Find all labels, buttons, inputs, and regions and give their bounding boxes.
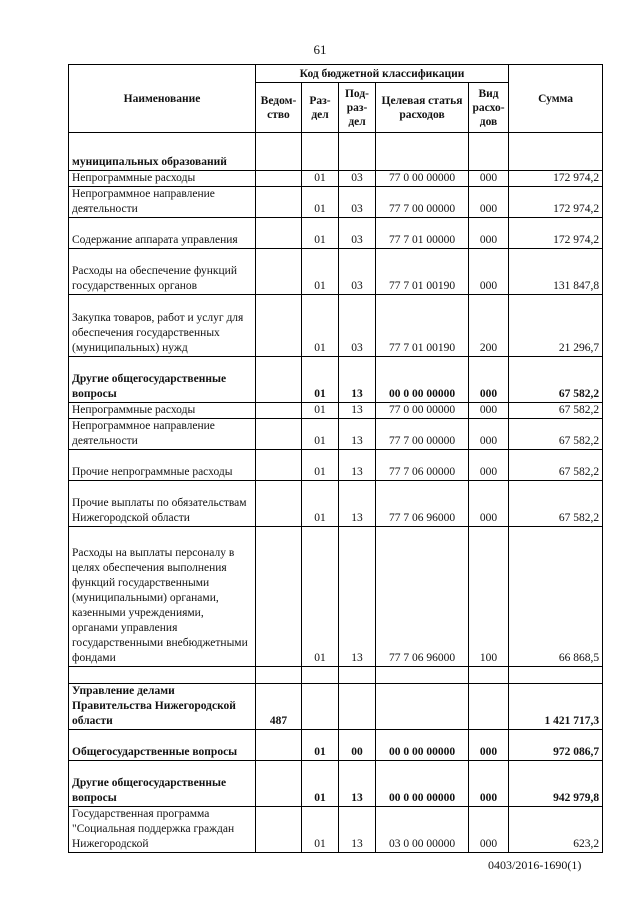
row-celevaya-statya: 00 0 00 00000 — [376, 761, 469, 807]
row-celevaya-statya — [376, 133, 469, 171]
row-vedomstvo — [256, 171, 302, 187]
row-celevaya-statya: 77 7 06 96000 — [376, 527, 469, 667]
row-vedomstvo — [256, 357, 302, 403]
row-summa: 67 582,2 — [509, 450, 603, 481]
row-name: Другие общегосударственные вопросы — [69, 357, 256, 403]
row-razdel: 01 — [302, 527, 339, 667]
row-razdel: 01 — [302, 295, 339, 357]
row-vedomstvo — [256, 807, 302, 853]
table-row — [69, 187, 603, 218]
row-vid-rashodov — [469, 667, 509, 684]
row-vedomstvo — [256, 295, 302, 357]
header-podrazdel: Под-раз-дел — [339, 83, 376, 133]
row-podrazdel — [339, 133, 376, 171]
document-code: 0403/2016-1690(1) — [488, 858, 582, 872]
row-name: Другие общегосударственные вопросы — [69, 761, 256, 807]
row-summa: 623,2 — [509, 807, 603, 853]
row-summa: 67 582,2 — [509, 419, 603, 450]
row-vedomstvo — [256, 249, 302, 295]
row-summa: 131 847,8 — [509, 249, 603, 295]
row-name: Непрограммное направление деятельности — [69, 187, 256, 218]
row-razdel: 01 — [302, 249, 339, 295]
row-vid-rashodov: 000 — [469, 730, 509, 761]
row-podrazdel: 13 — [339, 357, 376, 403]
row-celevaya-statya: 03 0 00 00000 — [376, 807, 469, 853]
row-name: Непрограммное направление деятельности — [69, 419, 256, 450]
row-vid-rashodov: 200 — [469, 295, 509, 357]
row-name: Непрограммные расходы — [69, 403, 256, 419]
table-row — [69, 357, 603, 403]
row-razdel: 01 — [302, 187, 339, 218]
row-celevaya-statya: 77 7 00 00000 — [376, 419, 469, 450]
table-row — [69, 295, 603, 357]
row-celevaya-statya: 77 7 01 00000 — [376, 218, 469, 249]
row-vedomstvo — [256, 481, 302, 527]
budget-table — [68, 64, 603, 853]
row-razdel — [302, 133, 339, 171]
row-podrazdel: 13 — [339, 807, 376, 853]
row-summa: 942 979,8 — [509, 761, 603, 807]
row-vedomstvo — [256, 419, 302, 450]
row-name: Прочие выплаты по обязательствам Нижегородской области — [69, 481, 256, 527]
row-celevaya-statya: 77 0 00 00000 — [376, 403, 469, 419]
row-name: Закупка товаров, работ и услуг для обеспечения государственных (муниципальных) нужд — [69, 295, 256, 357]
row-razdel: 01 — [302, 171, 339, 187]
table-row — [69, 133, 603, 171]
row-vid-rashodov: 100 — [469, 527, 509, 667]
table-row — [69, 450, 603, 481]
header-razdel: Раз-дел — [302, 83, 339, 133]
row-name: Непрограммные расходы — [69, 171, 256, 187]
row-vid-rashodov: 000 — [469, 187, 509, 218]
row-summa: 66 868,5 — [509, 527, 603, 667]
row-vid-rashodov: 000 — [469, 218, 509, 249]
table-row — [69, 481, 603, 527]
row-podrazdel: 13 — [339, 761, 376, 807]
header-name: Наименование — [69, 65, 256, 133]
row-vedomstvo — [256, 667, 302, 684]
row-vedomstvo — [256, 187, 302, 218]
row-razdel: 01 — [302, 730, 339, 761]
row-vid-rashodov: 000 — [469, 357, 509, 403]
table-row — [69, 730, 603, 761]
row-vid-rashodov: 000 — [469, 450, 509, 481]
row-podrazdel: 13 — [339, 419, 376, 450]
row-celevaya-statya — [376, 667, 469, 684]
table-row — [69, 171, 603, 187]
row-celevaya-statya: 77 0 00 00000 — [376, 171, 469, 187]
row-razdel: 01 — [302, 481, 339, 527]
row-razdel — [302, 684, 339, 730]
table-row — [69, 684, 603, 730]
row-summa: 172 974,2 — [509, 171, 603, 187]
table-row — [69, 807, 603, 853]
row-vid-rashodov: 000 — [469, 807, 509, 853]
row-vedomstvo — [256, 133, 302, 171]
row-celevaya-statya — [376, 684, 469, 730]
row-vid-rashodov: 000 — [469, 171, 509, 187]
row-name — [69, 667, 256, 684]
row-celevaya-statya: 77 7 06 00000 — [376, 450, 469, 481]
row-summa: 67 582,2 — [509, 481, 603, 527]
row-summa: 1 421 717,3 — [509, 684, 603, 730]
row-summa: 67 582,2 — [509, 357, 603, 403]
row-celevaya-statya: 00 0 00 00000 — [376, 730, 469, 761]
row-summa: 172 974,2 — [509, 218, 603, 249]
table-row — [69, 403, 603, 419]
row-name: Прочие непрограммные расходы — [69, 450, 256, 481]
row-podrazdel — [339, 667, 376, 684]
table-row — [69, 218, 603, 249]
row-razdel: 01 — [302, 357, 339, 403]
table-row — [69, 419, 603, 450]
row-podrazdel: 03 — [339, 249, 376, 295]
table-row — [69, 527, 603, 667]
row-summa: 67 582,2 — [509, 403, 603, 419]
row-podrazdel: 00 — [339, 730, 376, 761]
header-vedomstvo: Ведом-ство — [256, 83, 302, 133]
row-vedomstvo — [256, 403, 302, 419]
row-summa: 972 086,7 — [509, 730, 603, 761]
row-vedomstvo — [256, 761, 302, 807]
table-row — [69, 667, 603, 684]
page-number: 61 — [313, 42, 327, 57]
row-vedomstvo — [256, 450, 302, 481]
row-vid-rashodov — [469, 133, 509, 171]
row-summa: 21 296,7 — [509, 295, 603, 357]
row-podrazdel: 13 — [339, 403, 376, 419]
row-celevaya-statya: 77 7 01 00190 — [376, 249, 469, 295]
header-celevaya-statya: Целевая статья расходов — [376, 83, 469, 133]
row-vid-rashodov: 000 — [469, 761, 509, 807]
row-name: Общегосударственные вопросы — [69, 730, 256, 761]
row-vid-rashodov: 000 — [469, 403, 509, 419]
row-razdel: 01 — [302, 761, 339, 807]
row-name: Расходы на выплаты персоналу в целях обеспечения выполнения функций государственными (муниципальными) органами, казенными учреждениями, органами управления государственными внебюджетными фондами — [69, 527, 256, 667]
row-name: Государственная программа "Социальная поддержка граждан Нижегородской — [69, 807, 256, 853]
row-razdel: 01 — [302, 419, 339, 450]
row-summa — [509, 667, 603, 684]
row-vid-rashodov: 000 — [469, 249, 509, 295]
row-celevaya-statya: 77 7 01 00190 — [376, 295, 469, 357]
row-name: Содержание аппарата управления — [69, 218, 256, 249]
row-vedomstvo: 487 — [256, 684, 302, 730]
table-row — [69, 249, 603, 295]
row-podrazdel: 03 — [339, 171, 376, 187]
row-vedomstvo — [256, 527, 302, 667]
row-razdel: 01 — [302, 218, 339, 249]
row-podrazdel: 13 — [339, 481, 376, 527]
row-celevaya-statya: 77 7 06 96000 — [376, 481, 469, 527]
row-vid-rashodov: 000 — [469, 481, 509, 527]
header-vid-rashodov: Вид расхо-дов — [469, 83, 509, 133]
row-vid-rashodov — [469, 684, 509, 730]
row-vid-rashodov: 000 — [469, 419, 509, 450]
row-name: Управление делами Правительства Нижегородской области — [69, 684, 256, 730]
row-summa — [509, 133, 603, 171]
row-razdel: 01 — [302, 807, 339, 853]
row-podrazdel: 13 — [339, 450, 376, 481]
header-summa: Сумма — [509, 65, 603, 133]
table-body — [69, 133, 603, 853]
row-name: муниципальных образований — [69, 133, 256, 171]
row-podrazdel: 03 — [339, 295, 376, 357]
row-name: Расходы на обеспечение функций государственных органов — [69, 249, 256, 295]
row-vedomstvo — [256, 730, 302, 761]
row-celevaya-statya: 00 0 00 00000 — [376, 357, 469, 403]
row-summa: 172 974,2 — [509, 187, 603, 218]
table-row — [69, 761, 603, 807]
row-podrazdel: 13 — [339, 527, 376, 667]
row-celevaya-statya: 77 7 00 00000 — [376, 187, 469, 218]
row-podrazdel: 03 — [339, 218, 376, 249]
row-podrazdel — [339, 684, 376, 730]
row-razdel — [302, 667, 339, 684]
row-razdel: 01 — [302, 450, 339, 481]
row-podrazdel: 03 — [339, 187, 376, 218]
row-vedomstvo — [256, 218, 302, 249]
header-classification-code: Код бюджетной классификации — [256, 65, 509, 83]
row-razdel: 01 — [302, 403, 339, 419]
